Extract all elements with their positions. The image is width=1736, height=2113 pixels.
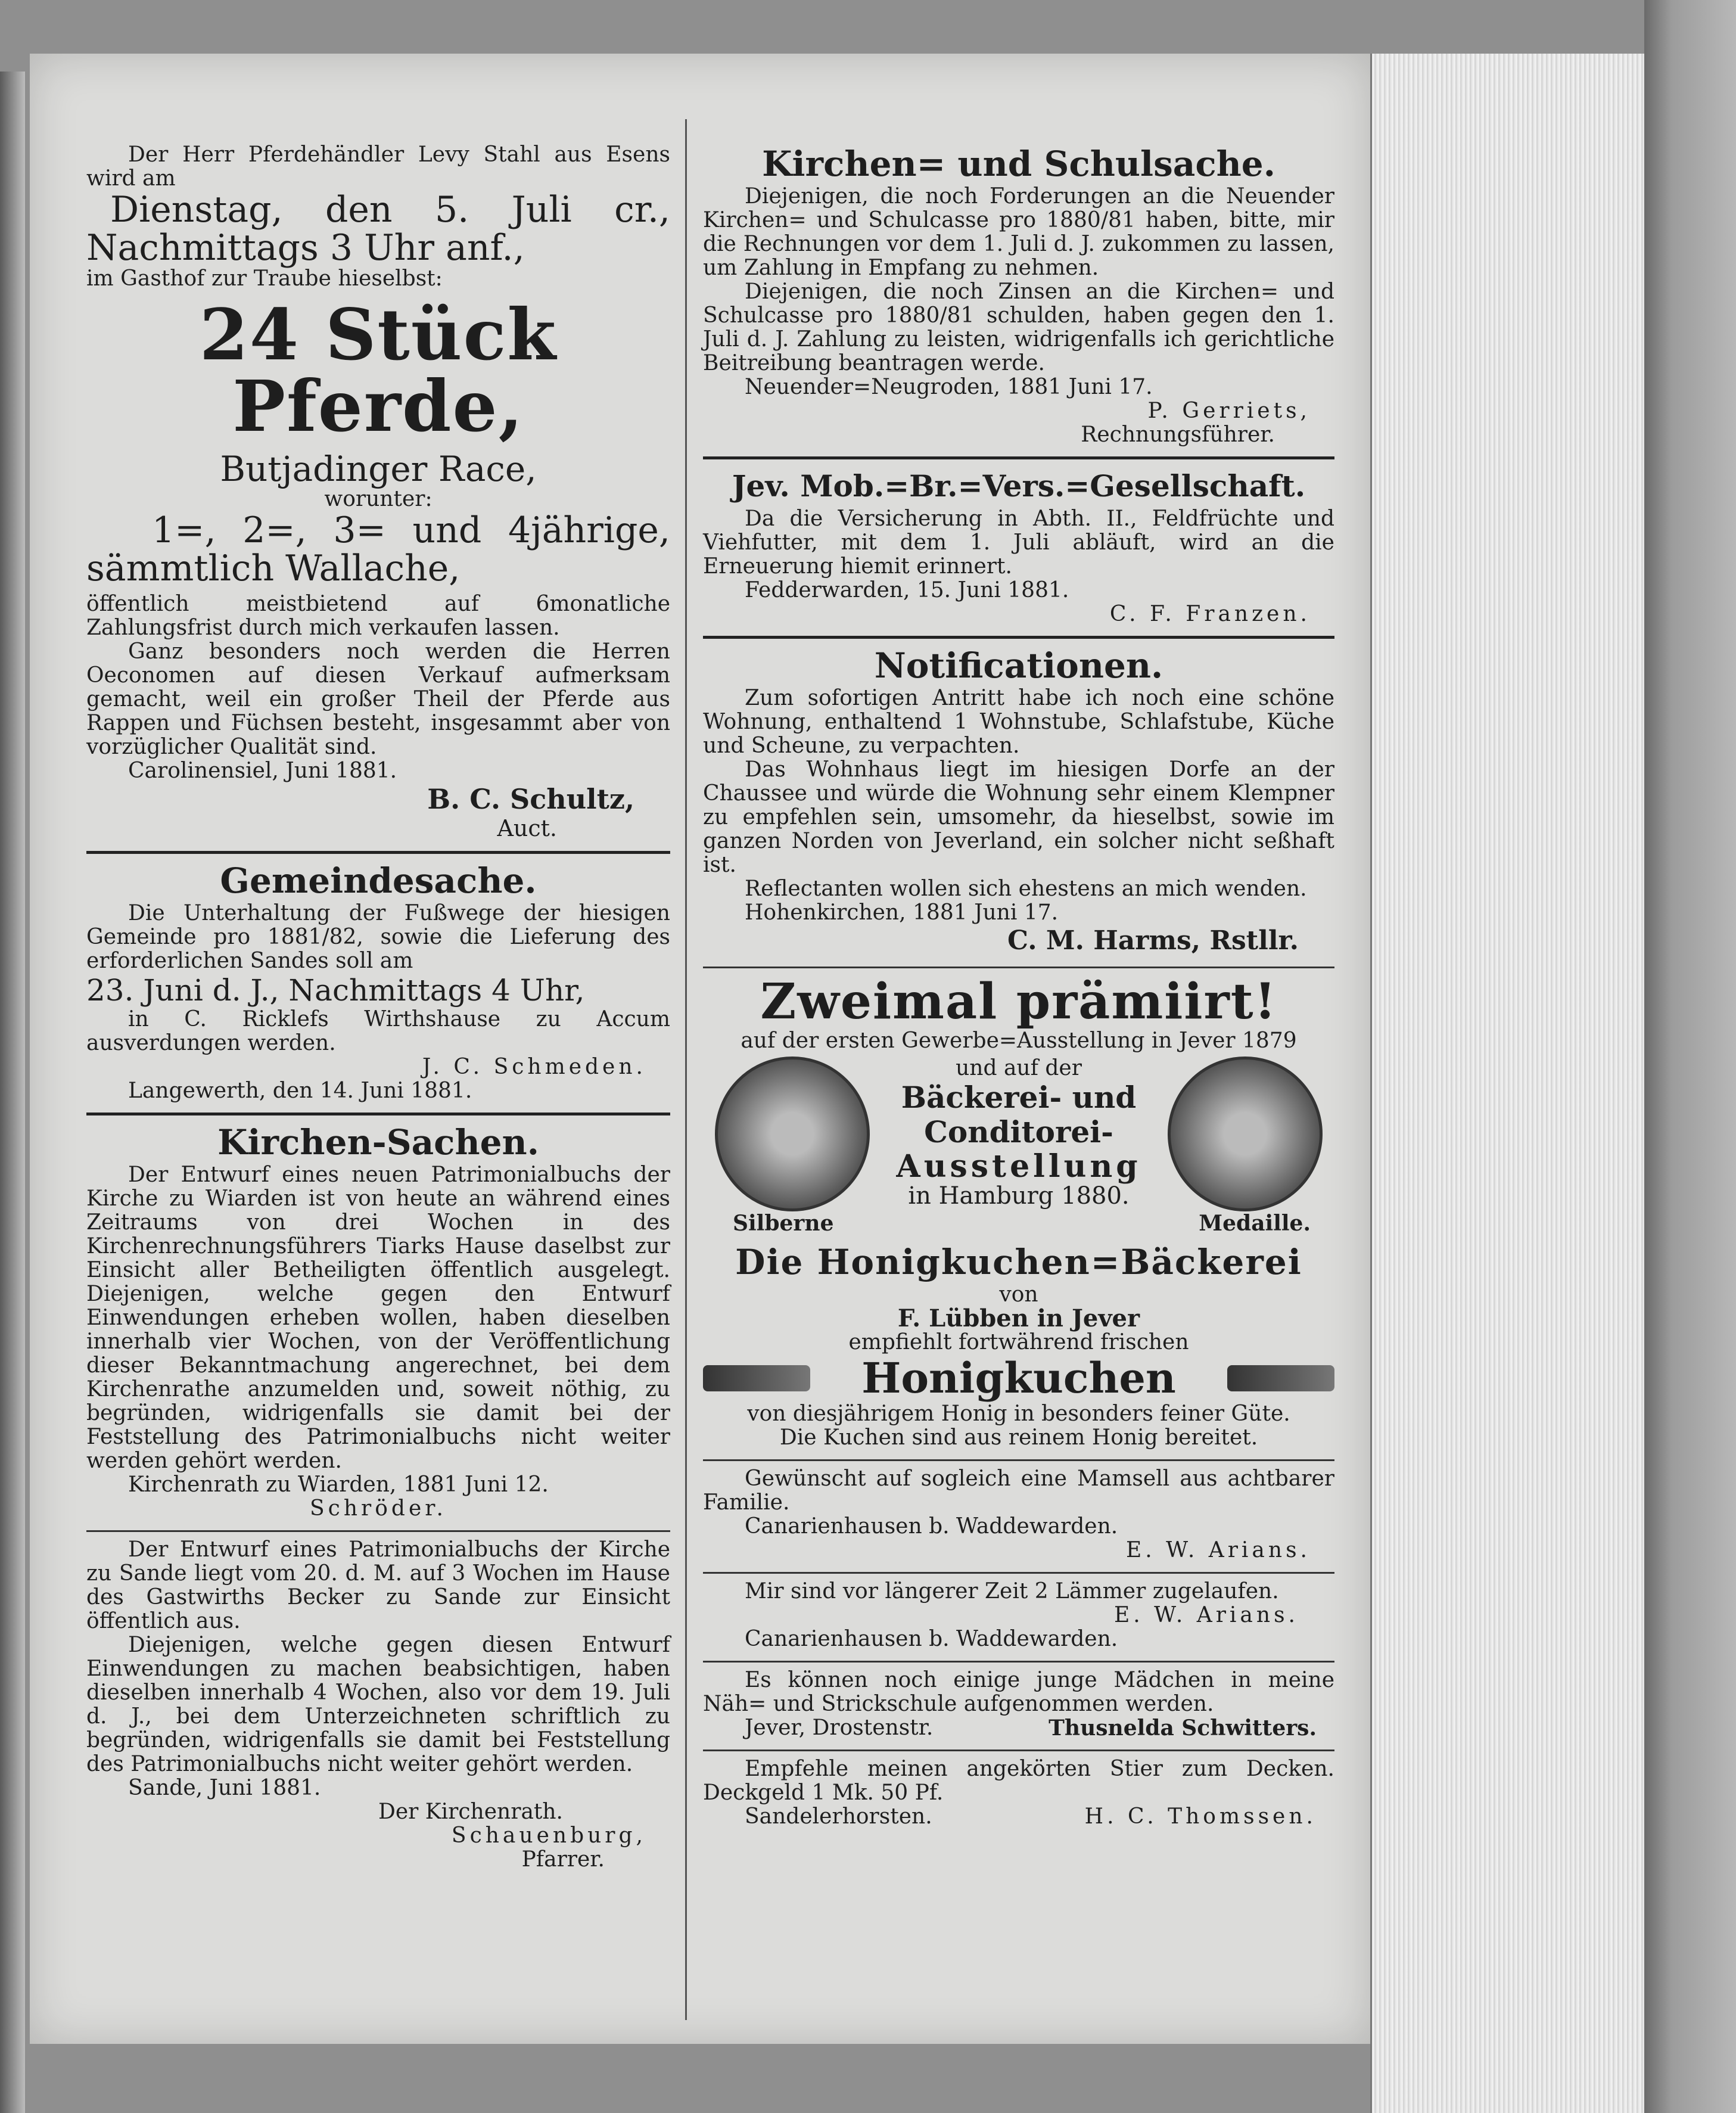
versicherung-place-date: Fedderwarden, 15. Juni 1881.	[745, 578, 1069, 602]
notificationen-signature: C. M. Harms, Rstllr.	[1007, 925, 1299, 956]
kirchen-schulsache-body2: Diejenigen, die noch Zinsen an die Kirchen= und Schulcasse pro 1880/81 schulden, haben gegen den 1. Juli d. J. Zahlung zu leisten, widrigenfalls ich gerichtliche Beitreibung beantragen werde.	[703, 279, 1334, 375]
kirchen-schulsache-notice	[703, 143, 1334, 447]
pferde-notice	[86, 143, 670, 841]
rule	[703, 1572, 1334, 1574]
pferde-ages: 1=, 2=, 3= und 4jährige, sämmtlich Wallache,	[86, 509, 670, 589]
book-cover-edge	[1644, 0, 1736, 2113]
sande-body1: Der Entwurf eines Patrimonialbuchs der Kirche zu Sande liegt vom 20. d. M. auf 3 Wochen im Hause des Gastwirths Becker zu Sande zur Einsicht öffentlich aus.	[86, 1537, 670, 1633]
pferde-place: im Gasthof zur Traube hieselbst:	[86, 266, 443, 291]
praemiirt-advert	[703, 974, 1334, 1450]
laemmer-place: Canarienhausen b. Waddewarden.	[745, 1627, 1118, 1651]
versicherung-body: Da die Versicherung in Abth. II., Feldfrüchte und Viehfutter, mit dem 1. Juli abläuft, wird an die Erneuerung hiemit erinnert.	[703, 507, 1334, 579]
naehschule-notice	[703, 1668, 1334, 1740]
book-page-stack	[1370, 54, 1646, 2113]
kirchen-sachen-notice	[86, 1121, 670, 1521]
sande-place-date: Sande, Juni 1881.	[128, 1776, 321, 1800]
praemiirt-product: Honigkuchen	[861, 1353, 1176, 1403]
rule	[703, 1750, 1334, 1751]
gemeindesache-notice	[86, 860, 670, 1103]
medal-text	[882, 1056, 1156, 1208]
left-column	[86, 143, 670, 1872]
kirchen-sachen-place-date: Kirchenrath zu Wiarden, 1881 Juni 12.	[128, 1472, 549, 1497]
gemeindesache-signature: J. C. Schmeden.	[422, 1055, 646, 1079]
pferde-race: Butjadinger Race,	[220, 449, 537, 489]
praemiirt-bakery: Die Honigkuchen=Bäckerei	[735, 1242, 1302, 1282]
stier-place: Sandelerhorsten.	[745, 1804, 932, 1829]
gemeindesache-body1: Die Unterhaltung der Fußwege der hiesigen Gemeinde pro 1881/82, sowie die Lieferung des erforderlichen Sandes soll am	[86, 901, 670, 973]
mamsell-place: Canarienhausen b. Waddewarden.	[745, 1514, 1118, 1539]
product-row	[703, 1354, 1334, 1402]
rule	[703, 967, 1334, 968]
pferde-place-date: Carolinensiel, Juni 1881.	[128, 759, 397, 783]
stier-signature: H. C. Thomssen.	[1084, 1804, 1317, 1829]
versicherung-signature: C. F. Franzen.	[1109, 602, 1311, 626]
laemmer-notice	[703, 1580, 1334, 1651]
versicherung-heading: Jev. Mob.=Br.=Vers.=Gesellschaft.	[732, 468, 1306, 504]
pferde-worunter: worunter:	[324, 487, 433, 511]
medal-row	[703, 1056, 1334, 1241]
stier-footer	[703, 1805, 1334, 1829]
praemiirt-line5: Ausstellung	[896, 1148, 1141, 1185]
rule	[86, 1113, 670, 1115]
pferde-headline: 24 Stück Pferde,	[199, 293, 558, 448]
naehschule-place: Jever, Drostenstr.	[745, 1716, 934, 1740]
rule	[86, 851, 670, 854]
notificationen-notice	[703, 645, 1334, 957]
medal-caption-right: Medaille.	[1199, 1211, 1311, 1236]
sande-org: Der Kirchenrath.	[378, 1800, 563, 1824]
column-divider	[685, 119, 687, 2020]
praemiirt-owner: F. Lübben in Jever	[897, 1304, 1140, 1332]
pferde-body2: Ganz besonders noch werden die Herren Oeconomen auf diesen Verkauf aufmerksam gemacht, weil ein großer Theil der Pferde aus Rappen und Füchsen besteht, insgesammt aber von vorzüglicher Qualität sind.	[86, 639, 670, 759]
medal-caption-left: Silberne	[733, 1211, 834, 1236]
rule	[703, 636, 1334, 639]
right-column	[703, 143, 1334, 1829]
mamsell-signature: E. W. Arians.	[1125, 1538, 1311, 1562]
kirchen-schulsache-place-date: Neuender=Neugroden, 1881 Juni 17.	[745, 375, 1153, 399]
praemiirt-purity: Die Kuchen sind aus reinem Honig bereitet.	[779, 1425, 1258, 1450]
pferde-title: Auct.	[497, 815, 557, 841]
praemiirt-line1: auf der ersten Gewerbe=Ausstellung in Jever 1879	[741, 1028, 1297, 1053]
rule	[703, 1661, 1334, 1663]
sande-title: Pfarrer.	[521, 1847, 605, 1872]
naehschule-signature: Thusnelda Schwitters.	[1049, 1716, 1317, 1741]
gemeindesache-place-date: Langewerth, den 14. Juni 1881.	[128, 1079, 472, 1103]
mamsell-body: Gewünscht auf sogleich eine Mamsell aus achtbarer Familie.	[703, 1466, 1334, 1515]
notificationen-place-date: Hohenkirchen, 1881 Juni 17.	[745, 900, 1059, 925]
kirchen-sachen-heading: Kirchen-Sachen.	[217, 1122, 539, 1163]
praemiirt-von: von	[999, 1282, 1038, 1307]
kirchen-schulsache-heading: Kirchen= und Schulsache.	[762, 144, 1275, 184]
notificationen-body1: Zum sofortigen Antritt habe ich noch eine schöne Wohnung, enthaltend 1 Wohnstube, Schlafstube, Küche und Scheune, zu verpachten.	[703, 686, 1334, 758]
silver-medal-right-icon	[1168, 1056, 1323, 1211]
rule	[703, 1459, 1334, 1461]
pointing-hand-left-icon	[703, 1365, 810, 1391]
rule	[703, 456, 1334, 459]
mamsell-notice	[703, 1467, 1334, 1562]
silver-medal-left-icon	[715, 1056, 870, 1211]
praemiirt-heading: Zweimal prämiirt!	[760, 973, 1277, 1030]
stier-notice	[703, 1757, 1334, 1829]
notificationen-body3: Reflectanten wollen sich ehestens an mich wenden.	[745, 877, 1307, 901]
newspaper-page	[30, 54, 1370, 2044]
stier-body: Empfehle meinen angekörten Stier zum Decken. Deckgeld 1 Mk. 50 Pf.	[703, 1757, 1334, 1805]
pferde-intro: Der Herr Pferdehändler Levy Stahl aus Esens wird am	[86, 142, 670, 191]
gemeindesache-heading: Gemeindesache.	[220, 860, 537, 901]
kirchen-schulsache-signature: P. Gerriets,	[1147, 399, 1311, 423]
pferde-date: Dienstag, den 5. Juli cr., Nachmittags 3 Uhr anf.,	[86, 189, 670, 269]
versicherung-notice	[703, 465, 1334, 626]
praemiirt-empfiehlt: empfiehlt fortwährend frischen	[848, 1330, 1189, 1354]
praemiirt-line2: und auf der	[956, 1056, 1082, 1080]
facing-page-edge	[0, 72, 25, 2113]
laemmer-signature: E. W. Arians.	[1113, 1603, 1299, 1627]
gemeindesache-body2: in C. Ricklefs Wirthshause zu Accum ausverdungen werden.	[86, 1007, 670, 1055]
praemiirt-line6: in Hamburg 1880.	[908, 1182, 1130, 1210]
gemeindesache-date: 23. Juni d. J., Nachmittags 4 Uhr,	[86, 973, 585, 1008]
kirchen-schulsache-body1: Diejenigen, die noch Forderungen an die Neuender Kirchen= und Schulcasse pro 1880/81 haben, bitte, mir die Rechnungen vor dem 1. Juli d. J. zukommen zu lassen, um Zahlung in Empfang zu nehmen.	[703, 184, 1334, 280]
sande-notice	[86, 1538, 670, 1872]
pointing-hand-right-icon	[1227, 1365, 1334, 1391]
pferde-body1: öffentlich meistbietend auf 6monatliche Zahlungsfrist durch mich verkaufen lassen.	[86, 592, 670, 640]
sande-signature: Schauenburg,	[451, 1823, 646, 1848]
kirchen-sachen-signature: Schröder.	[310, 1496, 447, 1521]
rule	[86, 1530, 670, 1532]
praemiirt-line3: Bäckerei- und	[901, 1080, 1137, 1115]
kirchen-sachen-body: Der Entwurf eines neuen Patrimonialbuchs der Kirche zu Wiarden ist von heute an während eines Zeitraums von drei Wochen in des Kirchenrechnungsführers Tiarks Hause daselbst zur Einsicht aller Betheiligten öffentlich ausgelegt. Diejenigen, welche gegen den Entwurf Einwendungen erheben wollen, haben dieselben innerhalb vier Wochen, von der Veröffentlichung dieser Bekanntmachung angerechnet, bei dem Kirchenrathe anzumelden und, soweit nöthig, zu begründen, widrigenfalls sie damit bei der Feststellung des Patrimonialbuchs nicht weiter werden gehört werden.	[86, 1163, 670, 1473]
praemiirt-line4: Conditorei-	[924, 1114, 1113, 1149]
notificationen-body2: Das Wohnhaus liegt im hiesigen Dorfe an der Chaussee und würde die Wohnung sehr einem Klempner zu empfehlen sein, umsomehr, da hieselbst, sowie im ganzen Norden von Jeverland, ein solcher nicht seßhaft ist.	[703, 757, 1334, 877]
kirchen-schulsache-title: Rechnungsführer.	[1081, 422, 1275, 447]
sande-body2: Diejenigen, welche gegen diesen Entwurf Einwendungen zu machen beabsichtigen, haben dieselben innerhalb 4 Wochen, also vor dem 19. Juli d. J., bei dem Unterzeichneten schriftlich zu begründen, widrigenfalls sie damit bei Feststellung des Patrimonialbuchs nicht weiter gehört werden.	[86, 1633, 670, 1776]
notificationen-heading: Notificationen.	[874, 645, 1163, 686]
pferde-signature: B. C. Schultz,	[427, 783, 634, 815]
praemiirt-quality: von diesjährigem Honig in besonders feiner Güte.	[747, 1402, 1290, 1426]
laemmer-body: Mir sind vor längerer Zeit 2 Lämmer zugelaufen.	[745, 1579, 1279, 1604]
naehschule-footer	[703, 1716, 1334, 1740]
naehschule-body: Es können noch einige junge Mädchen in meine Näh= und Strickschule aufgenommen werden.	[703, 1668, 1334, 1716]
